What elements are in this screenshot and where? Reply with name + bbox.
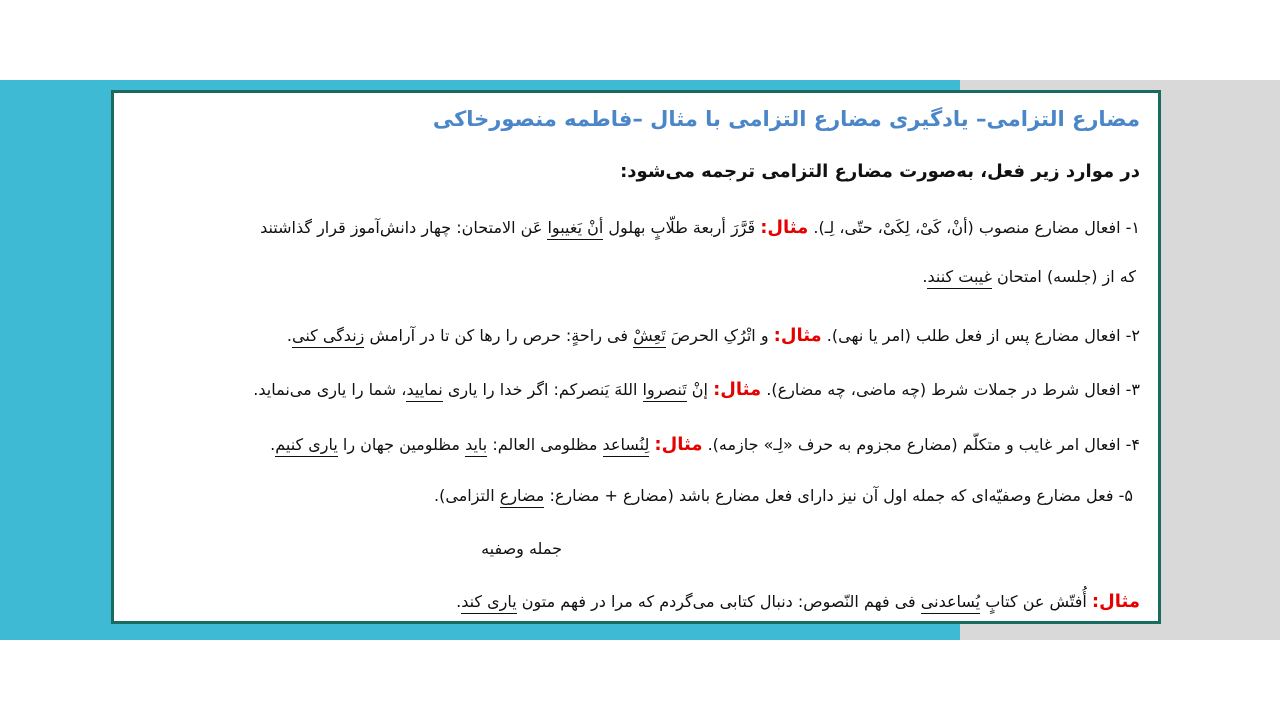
item-2-example-a: و اتْرُکِ الحرصَ xyxy=(665,326,774,345)
item-2-underlined-translation: زندگی کنی xyxy=(292,326,364,348)
item-5-underlined-word: مضارع xyxy=(500,486,545,508)
item-3-example-b: اللهَ یَنصرکم: اگر خدا را یاری xyxy=(442,380,643,399)
item-5-text-a: ۵- فعل مضارع وصفیّه‌ای که جمله اول آن نیز دارای فعل مضارع باشد (مضارع + مضارع: xyxy=(544,486,1133,505)
slide-title: مضارع التزامی– یادگیری مضارع التزامی با مثال –فاطمه منصورخاکی xyxy=(432,107,1140,131)
item-1-underlined-verb: أنْ یَغیبوا xyxy=(547,218,603,240)
item-5-line xyxy=(128,486,1133,505)
slide-subtitle: در موارد زیر فعل، به‌صورت مضارع التزامی ترجمه می‌شود: xyxy=(620,161,1140,182)
item-1-text: ۱- افعال مضارع منصوب (أنْ، کَیْ، لِکَیْ، حتّی، لِـ). xyxy=(808,218,1140,237)
item-4-underlined-verb: لِنُساعد xyxy=(603,435,650,457)
item-4-underlined-translation: یاری کنیم xyxy=(275,435,338,457)
example-label: مثال: xyxy=(760,217,809,238)
item-4-end: . xyxy=(270,435,276,454)
example-6-underlined-translation: یاری کند xyxy=(461,592,517,614)
item-3-example-a: إنْ xyxy=(686,380,714,399)
item-4-example-b: مظلومی العالم: xyxy=(487,435,603,454)
item-4-example-c: مظلومین جهان را xyxy=(337,435,466,454)
content-card xyxy=(111,90,1161,624)
item-4-text: ۴- افعال امر غایب و متکلّم (مضارع مجزوم به حرف «لِـ» جازمه). xyxy=(702,435,1140,454)
item-2-text: ۲- افعال مضارع پس از فعل طلب (امر یا نهی). xyxy=(821,326,1140,345)
item-4-underlined-must: باید xyxy=(465,435,487,457)
example-6-underlined-verb: یُساعدنی xyxy=(921,592,980,614)
item-5-note: جمله وصفیه xyxy=(481,539,562,558)
item-1-line-2 xyxy=(128,267,1136,286)
item-2-line xyxy=(128,325,1140,346)
example-label: مثال: xyxy=(1091,591,1140,612)
item-3-text: ۳- افعال شرط در جملات شرط (چه ماضی، چه مضارع). xyxy=(761,380,1140,399)
item-2-end: . xyxy=(286,326,292,345)
item-1-end: . xyxy=(922,267,928,286)
example-6-end: . xyxy=(456,592,462,611)
example-6-line xyxy=(128,591,1140,612)
item-5-text-b: التزامی). xyxy=(434,486,500,505)
item-2-example-b: فی راحةٍ: حرص را رها کن تا در آرامش xyxy=(364,326,634,345)
example-6-text-a: أُفتّش عن کتابٍ xyxy=(980,592,1092,611)
item-3-underlined-translation: نمایید xyxy=(406,380,442,402)
item-4-line xyxy=(128,434,1140,455)
example-label: مثال: xyxy=(773,325,822,346)
item-1-example-b: عَن الامتحان: چهار دانش‌آموز قرار گذاشتند xyxy=(260,218,548,237)
item-3-underlined-verb: تَنصروا xyxy=(643,380,687,402)
item-2-underlined-verb: تَعِشْ xyxy=(633,326,666,348)
item-1-line-1 xyxy=(128,217,1140,238)
item-1-underlined-translation: غیبت کنند xyxy=(927,267,992,289)
example-6-text-b: فی فهم النّصوص: دنبال کتابی می‌گردم که مرا در فهم متون xyxy=(516,592,921,611)
example-label: مثال: xyxy=(713,379,762,400)
example-label: مثال: xyxy=(654,434,703,455)
item-3-line xyxy=(128,379,1140,400)
item-3-example-c: ، شما را یاری می‌نماید. xyxy=(253,380,407,399)
item-1-example-a: قَرَّرَ أربعة طلّابٍ بهلول xyxy=(603,218,761,237)
item-1-line2-text: که از (جلسه) امتحان xyxy=(991,267,1136,286)
